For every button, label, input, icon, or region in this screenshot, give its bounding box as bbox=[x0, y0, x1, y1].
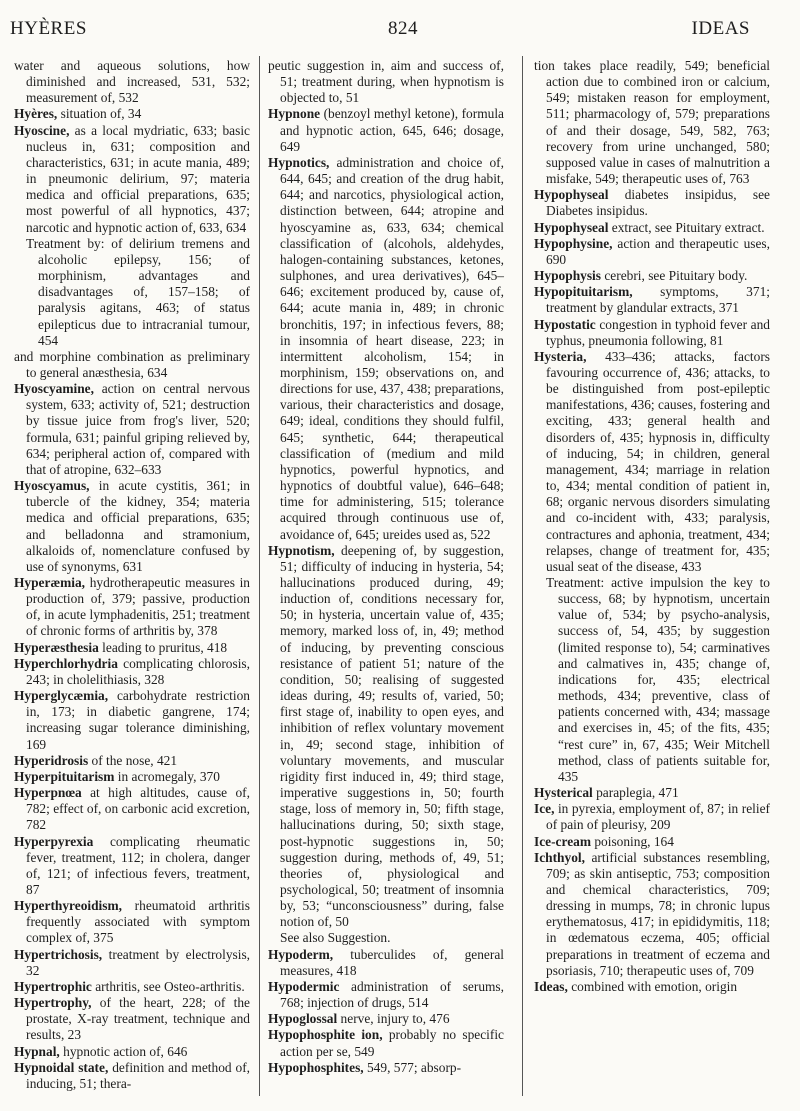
index-entry bbox=[14, 947, 250, 979]
index-entry bbox=[534, 349, 770, 575]
index-entry-text: symptoms, 371; treatment by glandular extracts, 371 bbox=[546, 284, 770, 316]
index-entry bbox=[268, 1027, 504, 1059]
index-entry bbox=[534, 58, 770, 187]
index-headword: Hypnal, bbox=[14, 1043, 60, 1059]
index-entry bbox=[14, 236, 250, 349]
index-entry bbox=[534, 785, 770, 801]
index-entry-text: probably no specific action per se, 549 bbox=[280, 1027, 504, 1059]
running-header bbox=[0, 18, 800, 48]
index-entry-text: congestion in typhoid fever and typhus, pneumonia following, 81 bbox=[546, 316, 770, 348]
index-column-3 bbox=[534, 58, 770, 995]
index-headword: Hyperidrosis bbox=[14, 752, 89, 768]
index-entry-text: definition and method of, inducing, 51; thera- bbox=[26, 1059, 250, 1091]
index-entry-text: action on central nervous system, 633; activity of, 521; destruction by tissue juice from frog's liver, 520; formula, 631; painful griping relieved by, 634; peripheral action of, compared with that of atropine, 632–633 bbox=[26, 381, 250, 477]
index-entry bbox=[268, 1011, 504, 1027]
index-entry-text: of the nose, 421 bbox=[88, 752, 178, 768]
index-headword: Hyperpyrexia bbox=[14, 833, 94, 849]
index-entry bbox=[534, 850, 770, 979]
index-headword: Hypophyseal bbox=[534, 187, 609, 203]
index-headword: Hypertrophic bbox=[14, 978, 92, 994]
header-left-word: HYÈRES bbox=[10, 18, 87, 39]
index-entry bbox=[534, 268, 770, 284]
index-entry bbox=[268, 106, 504, 154]
index-headword: Hyperglycæmia, bbox=[14, 688, 109, 704]
index-entry-text: hypnotic action of, 646 bbox=[59, 1043, 188, 1059]
index-entry bbox=[534, 317, 770, 349]
index-headword: Ice-cream bbox=[534, 833, 591, 849]
index-entry bbox=[534, 979, 770, 995]
index-entry-text: paraplegia, 471 bbox=[592, 785, 679, 801]
index-entry bbox=[14, 1060, 250, 1092]
index-entry-text: in pyrexia, employment of, 87; in relief of pain of pleurisy, 209 bbox=[546, 801, 770, 833]
index-column-1 bbox=[14, 58, 250, 1092]
index-entry bbox=[14, 834, 250, 899]
index-headword: Hypopituitarism, bbox=[534, 284, 633, 300]
index-headword: Hypertrophy, bbox=[14, 995, 92, 1011]
index-headword: Hypophosphites, bbox=[268, 1059, 364, 1075]
header-right-word: IDEAS bbox=[691, 18, 750, 39]
index-entry-text: hydrotherapeutic measures in production of, 379; passive, production of, in acute lymphadenitis, 251; treatment of chronic forms of arthritis by, 378 bbox=[26, 575, 250, 639]
index-entry bbox=[14, 995, 250, 1043]
index-entry bbox=[14, 640, 250, 656]
index-entry-text: situation of, 34 bbox=[57, 106, 142, 122]
index-headword: Hypophysine, bbox=[534, 235, 613, 251]
index-entry bbox=[14, 58, 250, 106]
index-entry-text: complicating rheumatic fever, treatment, 112; in cholera, danger of, 121; of infectious fevers, treatment, 87 bbox=[26, 833, 250, 897]
index-entry-text: Treatment by: of delirium tremens and alcoholic epilepsy, 156; of morphinism, advantages and disadvantages of, 157–158; of paralysis agitans, 463; of status epilepticus due to intracranial tumour, 454 bbox=[26, 235, 250, 348]
index-entry bbox=[534, 801, 770, 833]
index-entry-text: leading to pruritus, 418 bbox=[98, 639, 228, 655]
index-entry bbox=[534, 187, 770, 219]
index-headword: Hypertrichosis, bbox=[14, 946, 103, 962]
index-entry bbox=[14, 106, 250, 122]
index-headword: Hypnoidal state, bbox=[14, 1059, 109, 1075]
index-entry bbox=[14, 688, 250, 753]
index-headword: Ice, bbox=[534, 801, 555, 817]
index-headword: Hyères, bbox=[14, 106, 58, 122]
index-entry-text: in acute cystitis, 361; in tubercle of the kidney, 354; materia medica and official preparations, 635; and belladonna and stramonium, alkaloids of, nomenclature confused by use of synonyms, 631 bbox=[26, 478, 250, 574]
index-entry bbox=[14, 381, 250, 478]
index-headword: Hyperthyreoidism, bbox=[14, 898, 122, 914]
index-column-2 bbox=[268, 58, 504, 1076]
index-headword: Hypostatic bbox=[534, 316, 596, 332]
index-entry-text: peutic suggestion in, aim and success of, 51; treatment during, when hypnotism is objected to, 51 bbox=[268, 58, 504, 106]
index-entry-text: (benzoyl methyl ketone), formula and hypnotic action, 645, 646; dosage, 649 bbox=[280, 106, 504, 154]
index-entry-text: and morphine combination as preliminary to general anæsthesia, 634 bbox=[14, 348, 250, 380]
index-headword: Hyperpituitarism bbox=[14, 768, 115, 784]
index-entry bbox=[268, 979, 504, 1011]
index-headword: Hyoscine, bbox=[14, 122, 70, 138]
index-entry-text: of the heart, 228; of the prostate, X-ray treatment, technique and results, 23 bbox=[26, 995, 250, 1043]
index-entry bbox=[534, 834, 770, 850]
index-entry bbox=[14, 575, 250, 640]
index-entry bbox=[14, 898, 250, 946]
index-entry-text: artificial substances resembling, 709; as skin antiseptic, 753; composition and chemical characteristics, 709; dressing in mumps, 78; in chronic lupus erythematosus, 417; in epididymitis, 118; in œdematous eczema, 405; official preparations in treatment of eczema and psoriasis, 710; therapeutic uses of, 709 bbox=[546, 849, 770, 978]
index-entry bbox=[268, 543, 504, 931]
index-entry-text: action and therapeutic uses, 690 bbox=[546, 235, 770, 267]
index-entry bbox=[14, 1044, 250, 1060]
index-headword: Hypodermic bbox=[268, 978, 340, 994]
index-entry bbox=[268, 58, 504, 106]
index-headword: Hypnotics, bbox=[268, 154, 330, 170]
index-entry-text: extract, see Pituitary extract. bbox=[608, 219, 765, 235]
index-headword: Hypophosphite ion, bbox=[268, 1027, 383, 1043]
index-headword: Hypnone bbox=[268, 106, 321, 122]
index-entry-text: complicating chlorosis, 243; in cholelithiasis, 328 bbox=[26, 655, 250, 687]
column-divider bbox=[259, 56, 260, 1096]
index-entry-text: rheumatoid arthritis frequently associated with symptom complex of, 375 bbox=[26, 898, 250, 946]
index-headword: Ichthyol, bbox=[534, 849, 585, 865]
index-entry bbox=[534, 575, 770, 785]
index-entry-text: treatment by electrolysis, 32 bbox=[26, 946, 250, 978]
index-entry-text: See also Suggestion. bbox=[280, 930, 391, 946]
index-entry-text: tion takes place readily, 549; beneficial action due to combined iron or calcium, 549; mistaken reason for employment, 511; pharmacology of, 579; preparations of and their dosage, 549, 582, 763; recovery from urine unchanged, 580; supposed value in cases of malnutrition a misfake, 549; therapeutic uses of, 763 bbox=[534, 58, 770, 187]
index-entry-text: nerve, injury to, 476 bbox=[337, 1011, 450, 1027]
index-entry bbox=[14, 656, 250, 688]
index-headword: Hypophysis bbox=[534, 268, 601, 284]
index-entry-text: diabetes insipidus, see Diabetes insipidus. bbox=[546, 187, 770, 219]
index-headword: Ideas, bbox=[534, 978, 568, 994]
index-headword: Hypophyseal bbox=[534, 219, 609, 235]
index-entry-text: poisoning, 164 bbox=[591, 833, 674, 849]
index-entry bbox=[268, 155, 504, 543]
index-entry-text: administration and choice of, 644, 645; and creation of the drug habit, 644; and narcotics, physiological action, distinction between, 644; atropine and hyoscyamine as, 633, 634; chemical classification of (alcohols, aldehydes, halogen-containing substances, ketones, sulphones, and urea derivatives), 645–646; excitement produced by, cause of, 644; acute mania in, 489; in chronic bronchitis, 197; in infectious fevers, 88; in insomnia of heart disease, 223; in intermittent alcoholism, 154; in morphinism, 159; observations on, and directions for use, 437, 438; preparations, various, their characteristics and dosage, 649; ideal, conditions they should fulfil, 645; synthetic, 644; therapeutical classification of (medium and mild hypnotics, powerful hypnotics, and hypnotics of doubtful value), 646–648; time for administering, 515; tolerance acquired through continuous use of, avoidance of, 645; ureides used as, 522 bbox=[280, 154, 504, 542]
index-headword: Hypoderm, bbox=[268, 946, 334, 962]
index-entry bbox=[14, 478, 250, 575]
index-entry bbox=[268, 1060, 504, 1076]
index-entry-text: 549, 577; absorp- bbox=[363, 1059, 462, 1075]
index-entry-text: combined with emotion, origin bbox=[567, 978, 738, 994]
index-entry bbox=[534, 284, 770, 316]
index-headword: Hypoglossal bbox=[268, 1011, 338, 1027]
index-headword: Hysterical bbox=[534, 785, 593, 801]
index-entry-text: 433–436; attacks, factors favouring occurrence of, 436; attacks, to be distinguished from post-epileptic manifestations, 436; causes, fostering and exciting, 433; general health and disorders of, 435; hypnosis in, difficulty of inducing, 54; in children, general management, 434; marriage in relation to, 434; mental condition of patient in, 68; organic nervous disorders simulating and co-incident with, 433; paralysis, contractures and aphonia, treatment, 434; relapses, change of treatment for, 435; usual seat of the disease, 433 bbox=[546, 348, 770, 574]
index-headword: Hyoscyamine, bbox=[14, 381, 94, 397]
index-entry bbox=[14, 769, 250, 785]
index-entry-text: at high altitudes, cause of, 782; effect of, on carbonic acid excretion, 782 bbox=[26, 785, 250, 833]
index-entry-text: water and aqueous solutions, how diminished and increased, 531, 532; measurement of, 532 bbox=[14, 58, 250, 106]
index-entry-text: Treatment: active impulsion the key to success, 68; by hypnotism, uncertain value of, 534; by psycho-analysis, success of, 54, 435; by suggestion (limited response to), 54; carminatives and calmatives in, 435; change of, indications for, 435; electrical methods, 434; preventive, class of patients concerned with, 434; massage and exercises in, 45; of the fits, 435; “rest cure” in, 67, 435; Weir Mitchell method, class of patients suitable for, 435 bbox=[546, 575, 770, 784]
index-entry bbox=[268, 947, 504, 979]
index-entry-text: deepening of, by suggestion, 51; difficulty of inducing in hysteria, 54; hallucinations produced during, 49; induction of, conditions necessary for, 50; in hysteria, uncertain value of, 435; memory, marked loss of, in, 49; method of inducing, by preventing conscious resistance of patient 51; nature of the condition, 50; realising of suggested ideas during, 49; results of, varied, 50; first stage of, inability to open eyes, and inhibition of reflex voluntary movement in, 49; second stage, inhibition of voluntary movements, and muscular rigidity first induced in, 49; third stage, imperative suggestions in, 50; fourth stage, loss of memory in, 50; fifth stage, hallucinations during, 50; sixth stage, post-hypnotic suggestions in, 50; suggestion during, methods of, 49, 51; theories of, physiological and psychological, 50; treatment of insomnia by, 53; “unconsciousness” during, false notion of, 50 bbox=[280, 542, 504, 930]
index-entry bbox=[534, 236, 770, 268]
index-entry bbox=[268, 930, 504, 946]
index-headword: Hyperpnœa bbox=[14, 785, 82, 801]
index-headword: Hyperæsthesia bbox=[14, 639, 99, 655]
index-entry-text: carbohydrate restriction in, 173; in diabetic gangrene, 174; increasing sugar tolerance diminishing, 169 bbox=[26, 688, 250, 752]
index-entry-text: in acromegaly, 370 bbox=[114, 768, 220, 784]
column-divider bbox=[522, 56, 523, 1096]
index-headword: Hyoscyamus, bbox=[14, 478, 90, 494]
page-number: 824 bbox=[388, 18, 418, 39]
index-entry-text: tuberculides of, general measures, 418 bbox=[280, 946, 504, 978]
index-headword: Hysteria, bbox=[534, 348, 587, 364]
index-entry-text: arthritis, see Osteo-arthritis. bbox=[91, 978, 245, 994]
index-entry bbox=[14, 123, 250, 236]
index-entry bbox=[534, 220, 770, 236]
index-entry bbox=[14, 785, 250, 833]
index-entry-text: cerebri, see Pituitary body. bbox=[601, 268, 748, 284]
index-headword: Hypnotism, bbox=[268, 542, 335, 558]
index-entry bbox=[14, 349, 250, 381]
index-entry-text: administration of serums, 768; injection of drugs, 514 bbox=[280, 978, 504, 1011]
index-entry bbox=[14, 753, 250, 769]
index-headword: Hyperæmia, bbox=[14, 575, 86, 590]
index-headword: Hyperchlorhydria bbox=[14, 655, 118, 671]
index-entry-text: as a local mydriatic, 633; basic nucleus in, 631; composition and characteristics, 631; in acute mania, 489; in pneumonic delirium, 97; materia medica and official preparations, 635; most powerful of all hypnotics, 437; narcotic and hypnotic action of, 633, 634 bbox=[26, 122, 250, 235]
index-entry bbox=[14, 979, 250, 995]
